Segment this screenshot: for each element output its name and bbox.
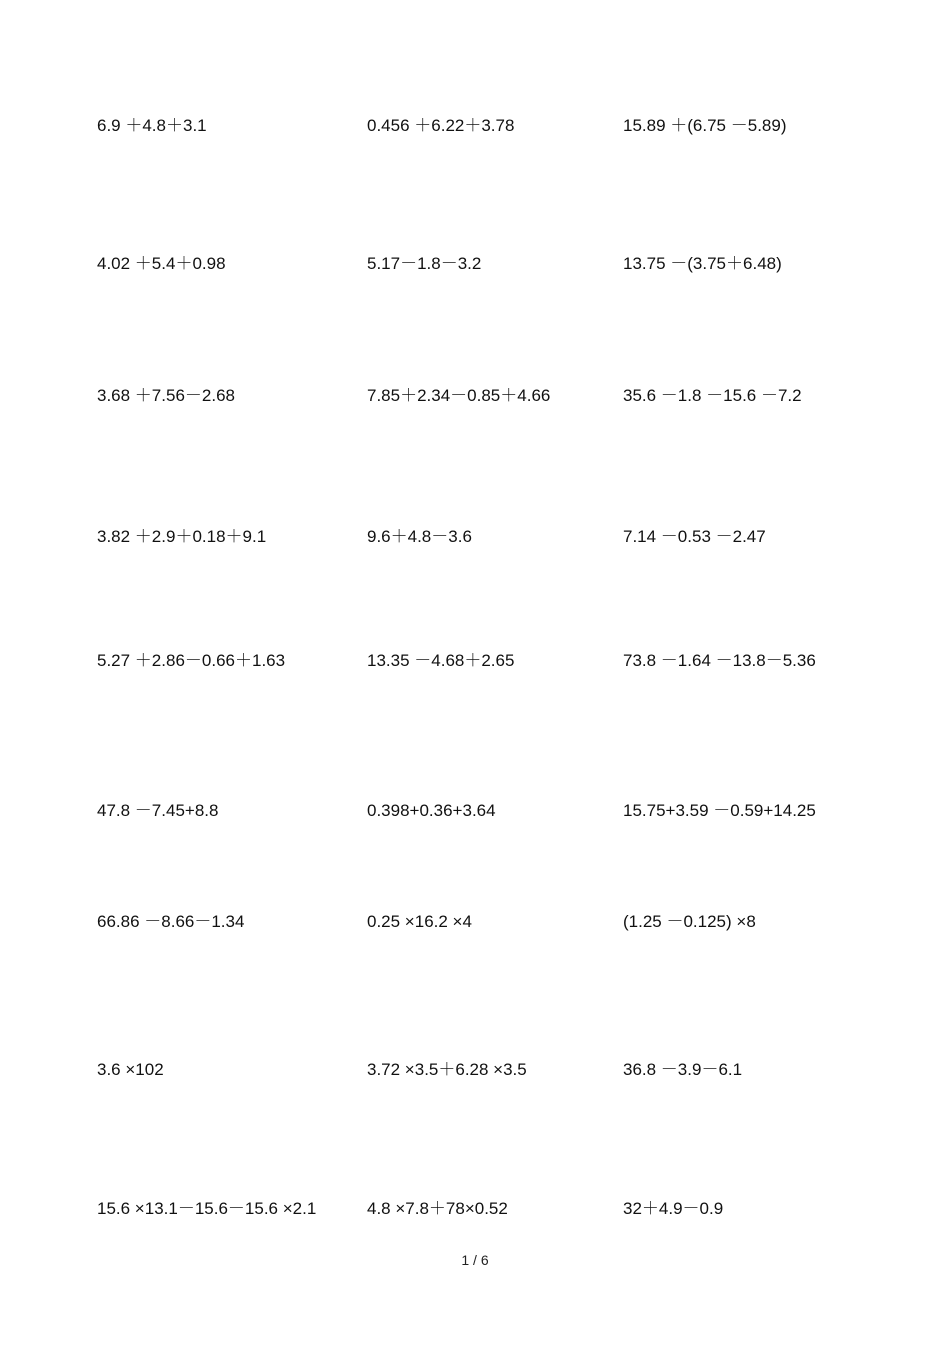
problem-r8-c1: 3.6 ×102 [97,1060,164,1079]
problem-r6-c3: 15.75+3.59 －0.59+14.25 [623,801,816,820]
problem-r2-c1: 4.02 ＋5.4＋0.98 [97,254,226,273]
problem-r5-c1: 5.27 ＋2.86－0.66＋1.63 [97,651,286,670]
problem-r4-c2: 9.6＋4.8－3.6 [367,527,472,546]
problem-r6-c2: 0.398+0.36+3.64 [367,801,496,820]
problem-r3-c2: 7.85＋2.34－0.85＋4.66 [367,386,551,405]
problem-r1-c1: 6.9 ＋4.8＋3.1 [97,116,207,135]
problem-r2-c2: 5.17－1.8－3.2 [367,254,482,273]
problem-r9-c3: 32＋4.9－0.9 [623,1199,724,1218]
problem-r1-c3: 15.89 ＋(6.75 －5.89) [623,116,787,135]
problem-r5-c3: 73.8 －1.64 －13.8－5.36 [623,651,816,670]
problem-r7-c1: 66.86 －8.66－1.34 [97,912,245,931]
problem-r4-c1: 3.82 ＋2.9＋0.18＋9.1 [97,527,267,546]
problem-r5-c2: 13.35 －4.68＋2.65 [367,651,515,670]
problem-r7-c2: 0.25 ×16.2 ×4 [367,912,472,931]
problem-r9-c1: 15.6 ×13.1－15.6－15.6 ×2.1 [97,1199,317,1218]
problem-r8-c2: 3.72 ×3.5＋6.28 ×3.5 [367,1060,527,1079]
problem-r4-c3: 7.14 －0.53 －2.47 [623,527,766,546]
problem-r8-c3: 36.8 －3.9－6.1 [623,1060,743,1079]
problem-r1-c2: 0.456 ＋6.22＋3.78 [367,116,515,135]
problem-r2-c3: 13.75 －(3.75＋6.48) [623,254,782,273]
problem-r3-c3: 35.6 －1.8 －15.6 －7.2 [623,386,802,405]
page-number: 1 / 6 [461,1252,489,1268]
problem-r6-c1: 47.8 －7.45+8.8 [97,801,219,820]
problem-r9-c2: 4.8 ×7.8＋78×0.52 [367,1199,508,1218]
problem-r7-c3: (1.25 －0.125) ×8 [623,912,756,931]
problem-r3-c1: 3.68 ＋7.56－2.68 [97,386,235,405]
